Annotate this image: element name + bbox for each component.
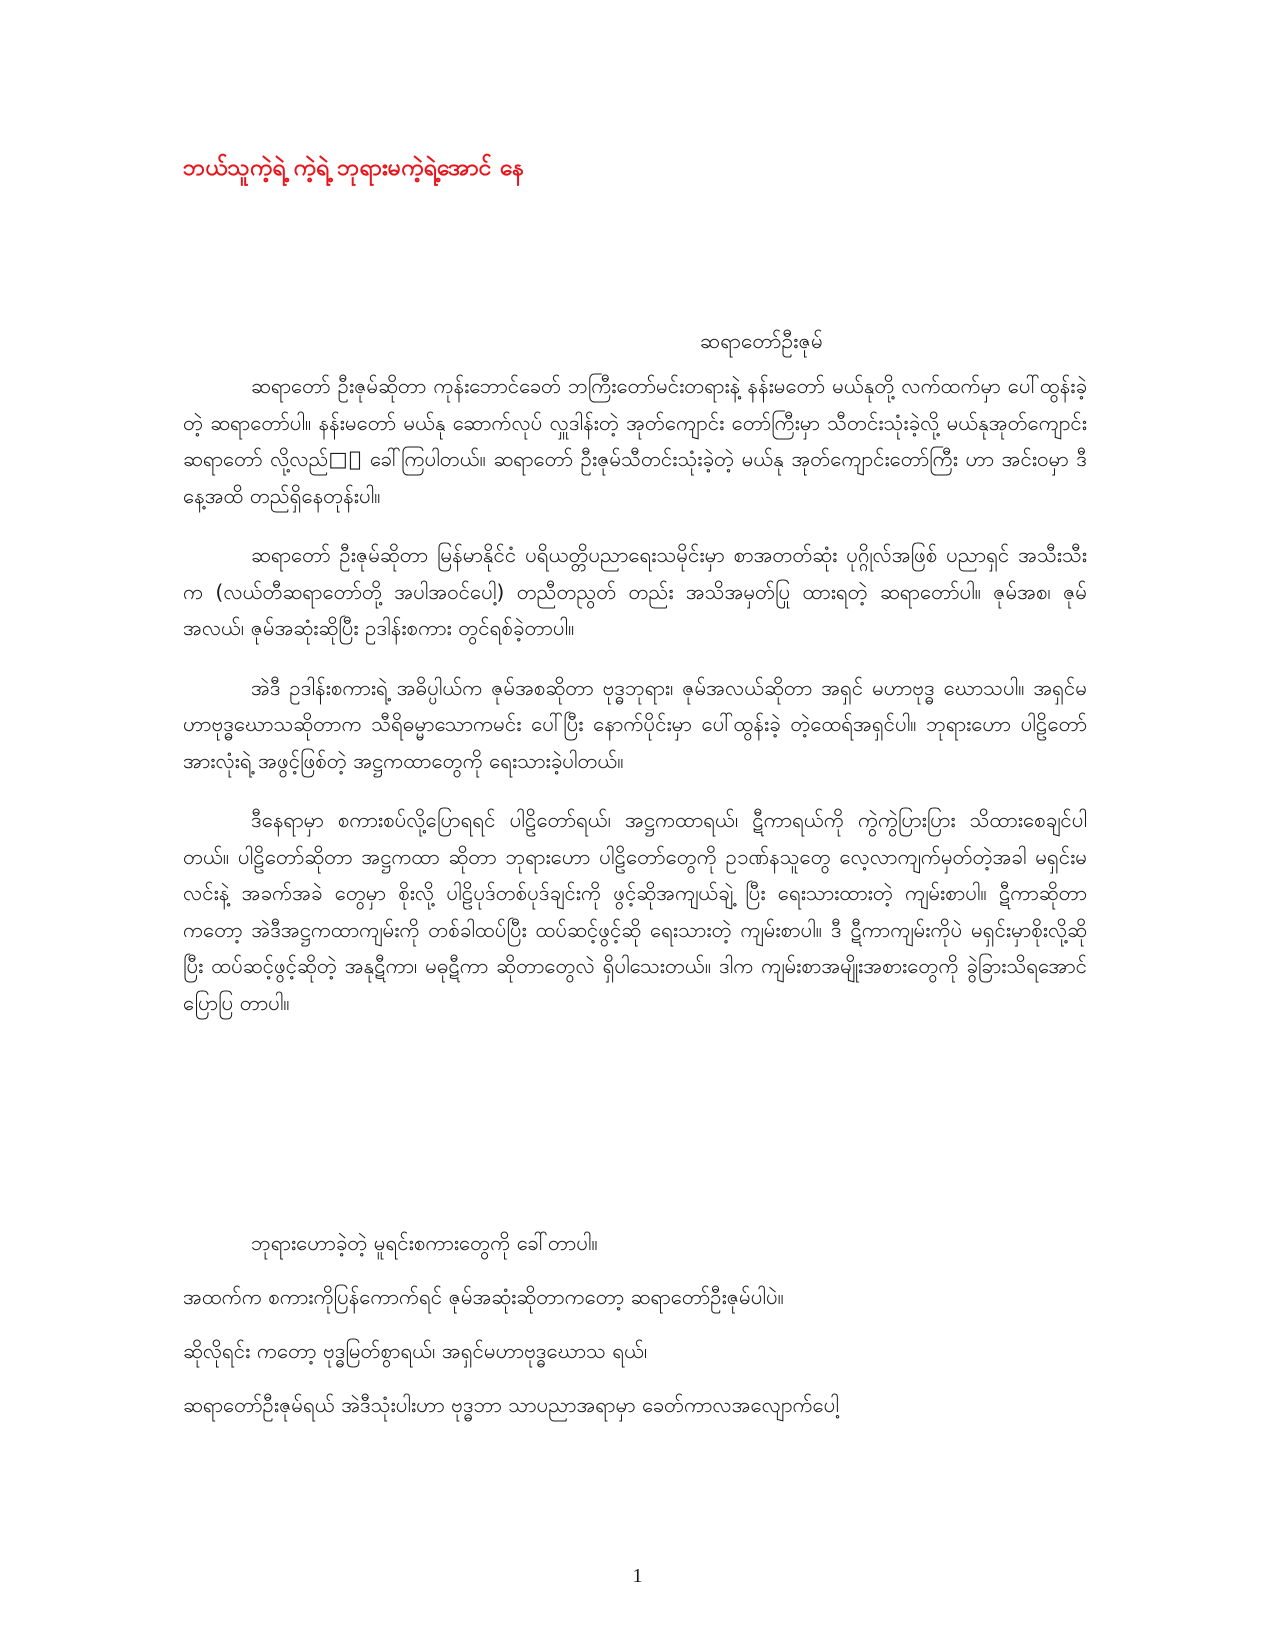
paragraph: ဆရာတော် ဦးဇုမ်ဆိုတာ မြန်မာနိုင်ငံ ပရိယတ္တိပညာရေးသမိုင်းမှာ စာအတတ်ဆုံး ပုဂ္ဂိုလ်အဖြစ် ပညာရှင် အသီးသီးက (လယ်တီဆရာတော်တို့ အပါအဝင်ပေါ့) တညီတညွတ် တည်း အသိအမှတ်ပြု ထားရတဲ့ ဆရာတော်ပါ။ ဇုမ်အစ၊ ဇုမ်အလယ်၊ ဇုမ်အဆုံးဆိုပြီး ဥဒါန်းစကား တွင်ရစ်ခဲ့တာပါ။ xyxy=(183,543,1087,640)
closing-lines xyxy=(183,1225,1087,1423)
page-number: 1 xyxy=(632,1565,643,1587)
text-line: အထက်က စကားကိုပြန်ကောက်ရင် ဇုမ်အဆုံးဆိုတာကတော့ ဆရာတော်ဦးဇုမ်ပါပဲ။ xyxy=(183,1285,784,1309)
text-line: ဆရာတော်ဦးဇုမ်ရယ် အဲဒီသုံးပါးဟာ ဗုဒ္ဓဘာ သာပညာအရာမှာ ခေတ်ကာလအလျောက်ပေါ့ xyxy=(183,1393,839,1417)
document-title: ဘယ်သူကဲ့ရဲ့ ကဲ့ရဲ့ ဘုရားမကဲ့ရဲ့အောင် နေ xyxy=(183,155,524,181)
text-line: ဘုရားဟောခဲ့တဲ့ မူရင်းစကားတွေကို ခေါ်တာပါ။ xyxy=(251,1231,598,1255)
text-line: ဆိုလိုရင်း ကတော့ ဗုဒ္ဓမြတ်စွာရယ်၊ အရှင်မဟာဗုဒ္ဓဃောသ ရယ်၊ xyxy=(183,1339,648,1363)
paragraph: ဆရာတော် ဦးဇုမ်ဆိုတာ ကုန်းဘောင်ခေတ် ဘကြီးတော်မင်းတရားနဲ့ နန်းမတော် မယ်နုတို့ လက်ထက်မှာ ပေါ်ထွန်းခဲ့တဲ့ ဆရာတော်ပါ။ နန်းမတော် မယ်နု ဆောက်လုပ် လှူဒါန်းတဲ့ အုတ်ကျောင်း တော်ကြီးမှာ သီတင်းသုံးခဲ့လို့ မယ်နုအုတ်ကျောင်း ဆရာတော် လို့လည်□း ခေါ်ကြပါတယ်။ ဆရာတော် ဦးဇုမ်သီတင်းသုံးခဲ့တဲ့ မယ်နု အုတ်ကျောင်းတော်ကြီး ဟာ အင်းဝမှာ ဒီနေ့အထိ တည်ရှိနေတုန်းပါ။ xyxy=(183,374,1087,508)
author-name: ဆရာတော်ဦးဇုမ် xyxy=(700,329,823,353)
paragraph: အဲဒီ ဥဒါန်းစကားရဲ့ အဓိပ္ပါယ်က ဇုမ်အစဆိုတာ ဗုဒ္ဓဘုရား၊ ဇုမ်အလယ်ဆိုတာ အရှင် မဟာဗုဒ္ဓ ဃောသပါ။ အရှင်မဟာဗုဒ္ဓဃောသဆိုတာက သီရိဓမ္မာသောကမင်း ပေါ်ပြီး နောက်ပိုင်းမှာ ပေါ်ထွန်းခဲ့ တဲ့ထေရ်အရှင်ပါ။ ဘုရားဟော ပါဠိတော် အားလုံးရဲ့ အဖွင့်ဖြစ်တဲ့ အဋ္ဌကထာတွေကို ရေးသားခဲ့ပါတယ်။ xyxy=(183,675,1087,773)
paragraph: ဒီနေရာမှာ စကားစပ်လို့ပြောရရင် ပါဠိတော်ရယ်၊ အဋ္ဌကထာရယ်၊ ဋီကာရယ်ကို ကွဲကွဲပြားပြား သိထားစေချင်ပါတယ်။ ပါဠိတော်ဆိုတာ အဋ္ဌကထာ ဆိုတာ ဘုရားဟော ပါဠိတော်တွေကို ဥ၁ဏ်နသူတွေ လေ့လာကျက်မှတ်တဲ့အခါ မရှင်းမလင်းနဲ့ အခက်အခဲ တွေမှာ စိုးလို့ ပါဠိပုဒ်တစ်ပုဒ်ချင်းကို ဖွင့်ဆိုအကျယ်ချဲ့ ပြီး ရေးသားထားတဲ့ ကျမ်းစာပါ။ ဋီကာဆိုတာကတော့ အဲဒီအဋ္ဌကထာကျမ်းကို တစ်ခါထပ်ပြီး ထပ်ဆင့်ဖွင့်ဆို ရေးသားတဲ့ ကျမ်းစာပါ။ ဒီ ဋီကာကျမ်းကိုပဲ မရှင်းမှာစိုးလို့ဆိုပြီး ထပ်ဆင့်ဖွင့်ဆိုတဲ့ အနုဋီကာ၊ မဓုဋီကာ ဆိုတာတွေလဲ ရှိပါသေးတယ်။ ဒါက ကျမ်းစာအမျိုးအစားတွေကို ခွဲခြားသိရအောင် ပြောပြ တာပါ။ xyxy=(183,808,1087,1015)
body-text xyxy=(183,368,1087,1044)
